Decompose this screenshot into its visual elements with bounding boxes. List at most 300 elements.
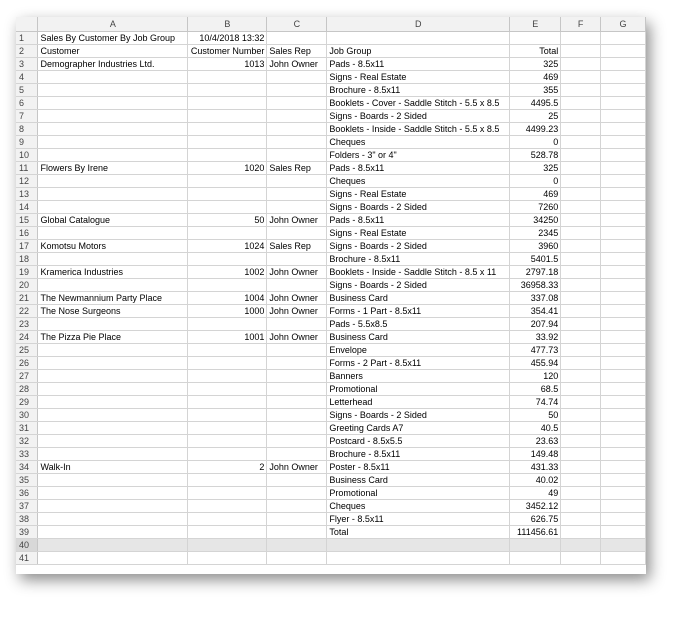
column-header-g[interactable]: G	[601, 17, 646, 31]
cell-c[interactable]	[267, 226, 327, 239]
cell-e[interactable]: 337.08	[510, 291, 561, 304]
cell-f[interactable]	[561, 70, 601, 83]
cell-c[interactable]	[267, 252, 327, 265]
cell-g[interactable]	[601, 83, 646, 96]
cell-e[interactable]	[510, 31, 561, 44]
cell-e[interactable]: 74.74	[510, 395, 561, 408]
cell-a[interactable]	[38, 512, 188, 525]
cell-d[interactable]: Cheques	[327, 135, 510, 148]
row-header[interactable]: 30	[16, 408, 38, 421]
cell-d[interactable]: Pads - 8.5x11	[327, 213, 510, 226]
row-header[interactable]: 35	[16, 473, 38, 486]
cell-c[interactable]: John Owner	[267, 265, 327, 278]
row-header[interactable]: 26	[16, 356, 38, 369]
cell-g[interactable]	[601, 369, 646, 382]
cell-c[interactable]	[267, 356, 327, 369]
cell-e[interactable]: 325	[510, 57, 561, 70]
cell-a[interactable]	[38, 473, 188, 486]
cell-a[interactable]	[38, 252, 188, 265]
cell-e[interactable]: 325	[510, 161, 561, 174]
cell-g[interactable]	[601, 31, 646, 44]
cell-g[interactable]	[601, 265, 646, 278]
cell-d[interactable]: Business Card	[327, 473, 510, 486]
cell-g[interactable]	[601, 421, 646, 434]
cell-g[interactable]	[601, 135, 646, 148]
cell-c[interactable]	[267, 382, 327, 395]
cell-e[interactable]: 4495.5	[510, 96, 561, 109]
cell-c[interactable]	[267, 525, 327, 538]
cell-c[interactable]: John Owner	[267, 213, 327, 226]
cell-f[interactable]	[561, 83, 601, 96]
cell-f[interactable]	[561, 356, 601, 369]
cell-a[interactable]	[38, 122, 188, 135]
cell-c[interactable]	[267, 499, 327, 512]
cell-c[interactable]	[267, 551, 327, 564]
row-header[interactable]: 23	[16, 317, 38, 330]
cell-e[interactable]: 355	[510, 83, 561, 96]
cell-f[interactable]	[561, 343, 601, 356]
cell-b[interactable]	[188, 200, 267, 213]
cell-f[interactable]	[561, 486, 601, 499]
cell-d[interactable]: Signs - Boards - 2 Sided	[327, 239, 510, 252]
cell-c[interactable]	[267, 122, 327, 135]
cell-c[interactable]	[267, 187, 327, 200]
cell-f[interactable]	[561, 460, 601, 473]
cell-a[interactable]: The Newmannium Party Place	[38, 291, 188, 304]
cell-g[interactable]	[601, 70, 646, 83]
cell-a[interactable]: Demographer Industries Ltd.	[38, 57, 188, 70]
cell-b[interactable]	[188, 434, 267, 447]
cell-g[interactable]	[601, 57, 646, 70]
cell-g[interactable]	[601, 551, 646, 564]
column-header-d[interactable]: D	[327, 17, 510, 31]
cell-d[interactable]: Postcard - 8.5x5.5	[327, 434, 510, 447]
cell-g[interactable]	[601, 226, 646, 239]
cell-a[interactable]: Sales By Customer By Job Group	[38, 31, 188, 44]
cell-b[interactable]: 1020	[188, 161, 267, 174]
cell-b[interactable]	[188, 538, 267, 551]
cell-d[interactable]: Poster - 8.5x11	[327, 460, 510, 473]
cell-c[interactable]	[267, 538, 327, 551]
cell-d[interactable]: Greeting Cards A7	[327, 421, 510, 434]
cell-c[interactable]	[267, 512, 327, 525]
cell-d[interactable]: Brochure - 8.5x11	[327, 447, 510, 460]
cell-g[interactable]	[601, 525, 646, 538]
cell-e[interactable]: 68.5	[510, 382, 561, 395]
cell-f[interactable]	[561, 369, 601, 382]
cell-a[interactable]: Komotsu Motors	[38, 239, 188, 252]
cell-d[interactable]: Booklets - Cover - Saddle Stitch - 5.5 x 8.5	[327, 96, 510, 109]
cell-c[interactable]	[267, 83, 327, 96]
cell-c[interactable]: Sales Rep	[267, 44, 327, 57]
cell-e[interactable]: 354.41	[510, 304, 561, 317]
cell-a[interactable]: Global Catalogue	[38, 213, 188, 226]
cell-d[interactable]: Booklets - Inside - Saddle Stitch - 8.5 x 11	[327, 265, 510, 278]
cell-b[interactable]: Customer Number	[188, 44, 267, 57]
row-header[interactable]: 11	[16, 161, 38, 174]
cell-d[interactable]: Signs - Real Estate	[327, 187, 510, 200]
cell-g[interactable]	[601, 356, 646, 369]
cell-d[interactable]: Signs - Boards - 2 Sided	[327, 408, 510, 421]
cell-c[interactable]	[267, 31, 327, 44]
cell-a[interactable]	[38, 382, 188, 395]
cell-d[interactable]: Envelope	[327, 343, 510, 356]
cell-c[interactable]	[267, 174, 327, 187]
cell-f[interactable]	[561, 395, 601, 408]
cell-c[interactable]	[267, 473, 327, 486]
cell-b[interactable]	[188, 356, 267, 369]
cell-f[interactable]	[561, 239, 601, 252]
cell-a[interactable]	[38, 83, 188, 96]
cell-b[interactable]	[188, 70, 267, 83]
cell-d[interactable]: Promotional	[327, 486, 510, 499]
column-header-c[interactable]: C	[267, 17, 327, 31]
row-header[interactable]: 7	[16, 109, 38, 122]
row-header[interactable]: 34	[16, 460, 38, 473]
row-header[interactable]: 5	[16, 83, 38, 96]
cell-d[interactable]: Pads - 8.5x11	[327, 161, 510, 174]
cell-a[interactable]: Flowers By Irene	[38, 161, 188, 174]
cell-a[interactable]	[38, 135, 188, 148]
cell-e[interactable]: 7260	[510, 200, 561, 213]
cell-e[interactable]: 2345	[510, 226, 561, 239]
row-header[interactable]: 12	[16, 174, 38, 187]
cell-e[interactable]: 0	[510, 135, 561, 148]
cell-b[interactable]: 1002	[188, 265, 267, 278]
cell-g[interactable]	[601, 408, 646, 421]
cell-c[interactable]: John Owner	[267, 304, 327, 317]
cell-a[interactable]: Customer	[38, 44, 188, 57]
cell-b[interactable]	[188, 174, 267, 187]
cell-e[interactable]: 469	[510, 70, 561, 83]
cell-e[interactable]: Total	[510, 44, 561, 57]
cell-c[interactable]	[267, 148, 327, 161]
cell-b[interactable]: 50	[188, 213, 267, 226]
cell-b[interactable]	[188, 109, 267, 122]
cell-e[interactable]: 207.94	[510, 317, 561, 330]
cell-g[interactable]	[601, 187, 646, 200]
cell-c[interactable]: John Owner	[267, 291, 327, 304]
cell-d[interactable]: Signs - Real Estate	[327, 70, 510, 83]
row-header[interactable]: 17	[16, 239, 38, 252]
cell-g[interactable]	[601, 499, 646, 512]
cell-d[interactable]: Signs - Boards - 2 Sided	[327, 200, 510, 213]
row-header[interactable]: 18	[16, 252, 38, 265]
cell-d[interactable]: Business Card	[327, 291, 510, 304]
cell-e[interactable]: 626.75	[510, 512, 561, 525]
column-header-e[interactable]: E	[510, 17, 561, 31]
row-header[interactable]: 21	[16, 291, 38, 304]
cell-g[interactable]	[601, 96, 646, 109]
cell-f[interactable]	[561, 473, 601, 486]
cell-b[interactable]	[188, 96, 267, 109]
cell-e[interactable]: 40.5	[510, 421, 561, 434]
cell-a[interactable]	[38, 525, 188, 538]
row-header[interactable]: 1	[16, 31, 38, 44]
cell-f[interactable]	[561, 434, 601, 447]
cell-f[interactable]	[561, 109, 601, 122]
cell-e[interactable]	[510, 551, 561, 564]
cell-a[interactable]	[38, 447, 188, 460]
cell-f[interactable]	[561, 57, 601, 70]
cell-e[interactable]: 25	[510, 109, 561, 122]
cell-e[interactable]: 34250	[510, 213, 561, 226]
row-header[interactable]: 8	[16, 122, 38, 135]
cell-d[interactable]: Brochure - 8.5x11	[327, 252, 510, 265]
row-header[interactable]: 6	[16, 96, 38, 109]
cell-f[interactable]	[561, 200, 601, 213]
cell-f[interactable]	[561, 226, 601, 239]
row-header[interactable]: 29	[16, 395, 38, 408]
cell-f[interactable]	[561, 421, 601, 434]
cell-g[interactable]	[601, 161, 646, 174]
cell-c[interactable]	[267, 135, 327, 148]
cell-a[interactable]: Kramerica Industries	[38, 265, 188, 278]
cell-c[interactable]: John Owner	[267, 460, 327, 473]
cell-f[interactable]	[561, 96, 601, 109]
row-header[interactable]: 15	[16, 213, 38, 226]
cell-a[interactable]	[38, 421, 188, 434]
cell-a[interactable]	[38, 200, 188, 213]
cell-g[interactable]	[601, 174, 646, 187]
cell-g[interactable]	[601, 343, 646, 356]
row-header[interactable]: 32	[16, 434, 38, 447]
row-header[interactable]: 28	[16, 382, 38, 395]
cell-d[interactable]: Folders - 3" or 4"	[327, 148, 510, 161]
row-header[interactable]: 41	[16, 551, 38, 564]
cell-e[interactable]: 2797.18	[510, 265, 561, 278]
cell-a[interactable]	[38, 187, 188, 200]
cell-a[interactable]	[38, 226, 188, 239]
cell-e[interactable]: 455.94	[510, 356, 561, 369]
cell-d[interactable]: Brochure - 8.5x11	[327, 83, 510, 96]
row-header[interactable]: 27	[16, 369, 38, 382]
cell-c[interactable]	[267, 96, 327, 109]
cell-f[interactable]	[561, 174, 601, 187]
cell-a[interactable]	[38, 356, 188, 369]
row-header[interactable]: 37	[16, 499, 38, 512]
cell-c[interactable]	[267, 200, 327, 213]
row-header[interactable]: 9	[16, 135, 38, 148]
cell-b[interactable]	[188, 447, 267, 460]
cell-f[interactable]	[561, 161, 601, 174]
cell-g[interactable]	[601, 382, 646, 395]
cell-a[interactable]	[38, 317, 188, 330]
cell-g[interactable]	[601, 252, 646, 265]
cell-e[interactable]: 149.48	[510, 447, 561, 460]
cell-e[interactable]	[510, 538, 561, 551]
cell-e[interactable]: 4499.23	[510, 122, 561, 135]
cell-e[interactable]: 23.63	[510, 434, 561, 447]
cell-b[interactable]	[188, 512, 267, 525]
cell-c[interactable]	[267, 421, 327, 434]
cell-a[interactable]	[38, 148, 188, 161]
cell-b[interactable]	[188, 395, 267, 408]
cell-d[interactable]: Job Group	[327, 44, 510, 57]
cell-e[interactable]: 120	[510, 369, 561, 382]
row-header[interactable]: 39	[16, 525, 38, 538]
cell-c[interactable]	[267, 408, 327, 421]
cell-e[interactable]: 5401.5	[510, 252, 561, 265]
cell-c[interactable]	[267, 395, 327, 408]
cell-d[interactable]	[327, 538, 510, 551]
cell-g[interactable]	[601, 317, 646, 330]
cell-b[interactable]	[188, 369, 267, 382]
cell-e[interactable]: 49	[510, 486, 561, 499]
cell-b[interactable]: 10/4/2018 13:32	[188, 31, 267, 44]
cell-b[interactable]	[188, 135, 267, 148]
cell-b[interactable]	[188, 343, 267, 356]
cell-d[interactable]	[327, 31, 510, 44]
cell-g[interactable]	[601, 122, 646, 135]
row-header[interactable]: 25	[16, 343, 38, 356]
cell-b[interactable]	[188, 473, 267, 486]
cell-g[interactable]	[601, 278, 646, 291]
cell-b[interactable]	[188, 83, 267, 96]
cell-d[interactable]: Promotional	[327, 382, 510, 395]
cell-d[interactable]: Total	[327, 525, 510, 538]
cell-d[interactable]: Signs - Boards - 2 Sided	[327, 278, 510, 291]
cell-d[interactable]: Pads - 8.5x11	[327, 57, 510, 70]
cell-f[interactable]	[561, 291, 601, 304]
cell-d[interactable]: Business Card	[327, 330, 510, 343]
cell-b[interactable]: 1001	[188, 330, 267, 343]
cell-b[interactable]: 2	[188, 460, 267, 473]
cell-g[interactable]	[601, 291, 646, 304]
cell-d[interactable]: Forms - 2 Part - 8.5x11	[327, 356, 510, 369]
cell-b[interactable]	[188, 122, 267, 135]
cell-f[interactable]	[561, 31, 601, 44]
cell-f[interactable]	[561, 304, 601, 317]
cell-a[interactable]: The Pizza Pie Place	[38, 330, 188, 343]
cell-g[interactable]	[601, 304, 646, 317]
cell-d[interactable]: Forms - 1 Part - 8.5x11	[327, 304, 510, 317]
cell-f[interactable]	[561, 213, 601, 226]
cell-b[interactable]: 1024	[188, 239, 267, 252]
cell-c[interactable]: John Owner	[267, 330, 327, 343]
cell-g[interactable]	[601, 395, 646, 408]
row-header[interactable]: 14	[16, 200, 38, 213]
cell-c[interactable]	[267, 109, 327, 122]
cell-b[interactable]: 1004	[188, 291, 267, 304]
cell-f[interactable]	[561, 525, 601, 538]
cell-e[interactable]: 0	[510, 174, 561, 187]
cell-g[interactable]	[601, 200, 646, 213]
cell-g[interactable]	[601, 538, 646, 551]
row-header[interactable]: 33	[16, 447, 38, 460]
cell-b[interactable]	[188, 148, 267, 161]
cell-f[interactable]	[561, 265, 601, 278]
cell-g[interactable]	[601, 486, 646, 499]
cell-a[interactable]	[38, 96, 188, 109]
cell-f[interactable]	[561, 447, 601, 460]
row-header[interactable]: 40	[16, 538, 38, 551]
cell-b[interactable]	[188, 252, 267, 265]
cell-d[interactable]: Cheques	[327, 499, 510, 512]
cell-a[interactable]	[38, 369, 188, 382]
row-header[interactable]: 20	[16, 278, 38, 291]
cell-f[interactable]	[561, 252, 601, 265]
cell-b[interactable]	[188, 421, 267, 434]
row-header[interactable]: 38	[16, 512, 38, 525]
cell-a[interactable]	[38, 109, 188, 122]
cell-f[interactable]	[561, 278, 601, 291]
cell-b[interactable]	[188, 551, 267, 564]
cell-d[interactable]: Signs - Real Estate	[327, 226, 510, 239]
cell-c[interactable]	[267, 70, 327, 83]
cell-e[interactable]: 3960	[510, 239, 561, 252]
cell-e[interactable]: 36958.33	[510, 278, 561, 291]
cell-c[interactable]	[267, 343, 327, 356]
cell-b[interactable]: 1000	[188, 304, 267, 317]
cell-g[interactable]	[601, 213, 646, 226]
cell-g[interactable]	[601, 109, 646, 122]
cell-a[interactable]	[38, 343, 188, 356]
row-header[interactable]: 4	[16, 70, 38, 83]
cell-a[interactable]	[38, 278, 188, 291]
cell-b[interactable]	[188, 317, 267, 330]
cell-d[interactable]: Signs - Boards - 2 Sided	[327, 109, 510, 122]
column-header-a[interactable]: A	[38, 17, 188, 31]
cell-a[interactable]	[38, 486, 188, 499]
cell-d[interactable]: Banners	[327, 369, 510, 382]
row-header[interactable]: 19	[16, 265, 38, 278]
cell-c[interactable]	[267, 447, 327, 460]
cell-f[interactable]	[561, 512, 601, 525]
cell-b[interactable]	[188, 278, 267, 291]
cell-b[interactable]	[188, 486, 267, 499]
cell-a[interactable]	[38, 538, 188, 551]
cell-e[interactable]: 528.78	[510, 148, 561, 161]
row-header[interactable]: 3	[16, 57, 38, 70]
cell-d[interactable]: Booklets - Inside - Saddle Stitch - 5.5 x 8.5	[327, 122, 510, 135]
cell-b[interactable]	[188, 382, 267, 395]
cell-g[interactable]	[601, 44, 646, 57]
cell-a[interactable]	[38, 395, 188, 408]
cell-g[interactable]	[601, 512, 646, 525]
cell-a[interactable]	[38, 70, 188, 83]
cell-b[interactable]	[188, 525, 267, 538]
cell-a[interactable]	[38, 499, 188, 512]
cell-a[interactable]: Walk-In	[38, 460, 188, 473]
cell-e[interactable]: 431.33	[510, 460, 561, 473]
cell-f[interactable]	[561, 317, 601, 330]
cell-d[interactable]	[327, 551, 510, 564]
column-header-f[interactable]: F	[561, 17, 601, 31]
cell-c[interactable]: Sales Rep	[267, 161, 327, 174]
row-header[interactable]: 22	[16, 304, 38, 317]
cell-d[interactable]: Pads - 5.5x8.5	[327, 317, 510, 330]
cell-e[interactable]: 50	[510, 408, 561, 421]
cell-g[interactable]	[601, 434, 646, 447]
cell-f[interactable]	[561, 187, 601, 200]
cell-f[interactable]	[561, 538, 601, 551]
row-header[interactable]: 24	[16, 330, 38, 343]
cell-f[interactable]	[561, 382, 601, 395]
cell-c[interactable]	[267, 486, 327, 499]
cell-c[interactable]: Sales Rep	[267, 239, 327, 252]
cell-g[interactable]	[601, 239, 646, 252]
cell-g[interactable]	[601, 330, 646, 343]
cell-f[interactable]	[561, 551, 601, 564]
column-header-b[interactable]: B	[188, 17, 267, 31]
cell-c[interactable]	[267, 317, 327, 330]
cell-b[interactable]: 1013	[188, 57, 267, 70]
cell-e[interactable]: 3452.12	[510, 499, 561, 512]
cell-f[interactable]	[561, 135, 601, 148]
cell-g[interactable]	[601, 460, 646, 473]
cell-f[interactable]	[561, 330, 601, 343]
